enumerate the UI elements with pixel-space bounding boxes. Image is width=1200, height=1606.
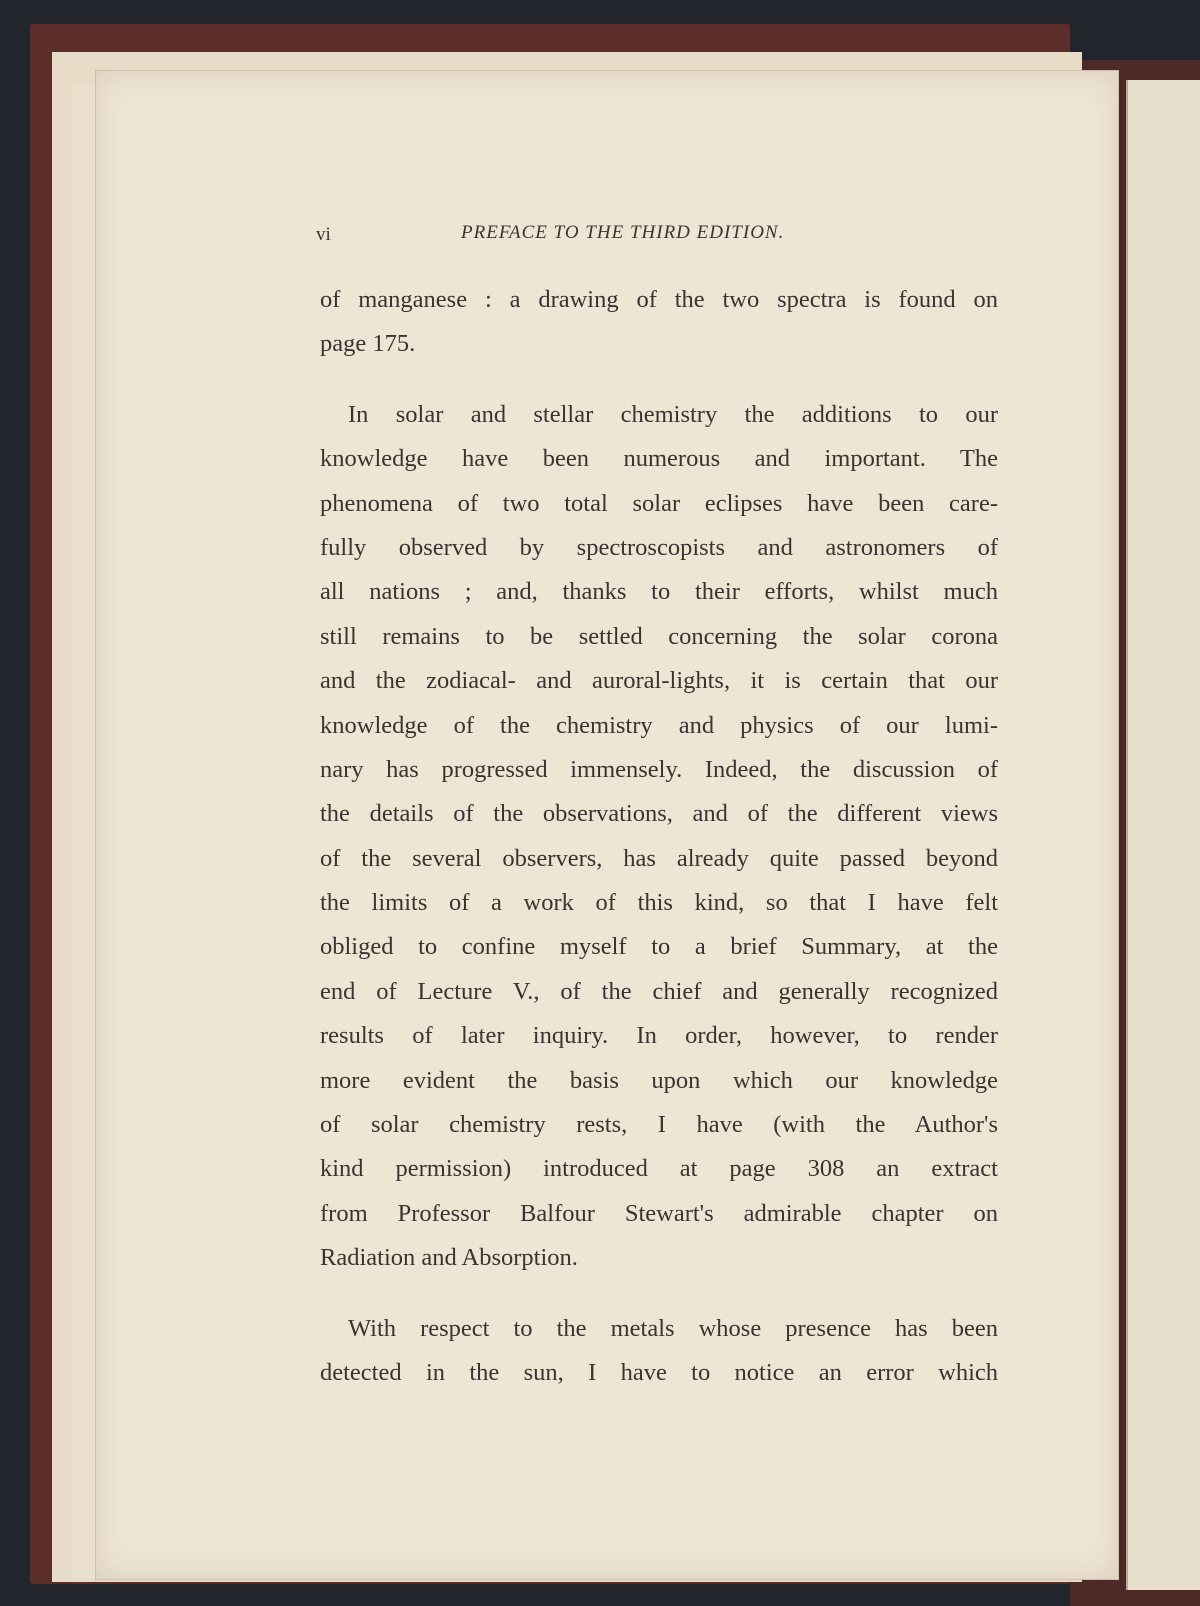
paragraph-gap [320, 1281, 998, 1307]
text-line: In solar and stellar chemistry the additions to our [348, 400, 998, 428]
text-line: of manganese : a drawing of the two spectra is found on [320, 286, 998, 313]
text-line: of solar chemistry rests, I have (with the Author's [320, 1111, 998, 1139]
text-line: Radiation and Absorption. [320, 1244, 578, 1272]
paragraph-gap [320, 367, 998, 393]
paragraph [320, 278, 998, 367]
text-line: nary has progressed immensely. Indeed, the discussion of [320, 755, 998, 783]
running-header [316, 222, 1000, 252]
text-line: the details of the observations, and of the different views [320, 800, 998, 828]
text-line: end of Lecture V., of the chief and generally recognized [320, 977, 998, 1005]
page-number: vi [316, 224, 331, 245]
text-line: the limits of a work of this kind, so that I have felt [320, 889, 998, 917]
text-line: obliged to confine myself to a brief Summary, at the [320, 933, 998, 961]
text-line: all nations ; and, thanks to their efforts, whilst much [320, 578, 998, 606]
text-line: kind permission) introduced at page 308 an extract [320, 1155, 998, 1183]
text-line: knowledge of the chemistry and physics of our lumi- [320, 711, 998, 739]
text-line: more evident the basis upon which our knowledge [320, 1066, 998, 1094]
running-title: PREFACE TO THE THIRD EDITION. [461, 222, 785, 243]
text-line: from Professor Balfour Stewart's admirable chapter on [320, 1199, 998, 1227]
text-line: still remains to be settled concerning the solar corona [320, 622, 998, 650]
page-body [320, 278, 998, 1395]
text-line: of the several observers, has already quite passed beyond [320, 844, 998, 872]
text-line: page 175. [320, 330, 416, 358]
text-line: knowledge have been numerous and important. The [320, 445, 998, 473]
text-line: fully observed by spectroscopists and astronomers of [320, 533, 998, 561]
text-line: and the zodiacal- and auroral-lights, it is certain that our [320, 667, 998, 695]
next-page-edge [1126, 80, 1200, 1590]
paragraph [320, 393, 998, 1281]
text-line: results of later inquiry. In order, however, to render [320, 1022, 998, 1050]
paragraph [320, 1307, 998, 1396]
text-line: detected in the sun, I have to notice an error which [320, 1358, 998, 1386]
text-line: phenomena of two total solar eclipses have been care- [320, 489, 998, 517]
text-line: With respect to the metals whose presence has been [348, 1314, 998, 1342]
